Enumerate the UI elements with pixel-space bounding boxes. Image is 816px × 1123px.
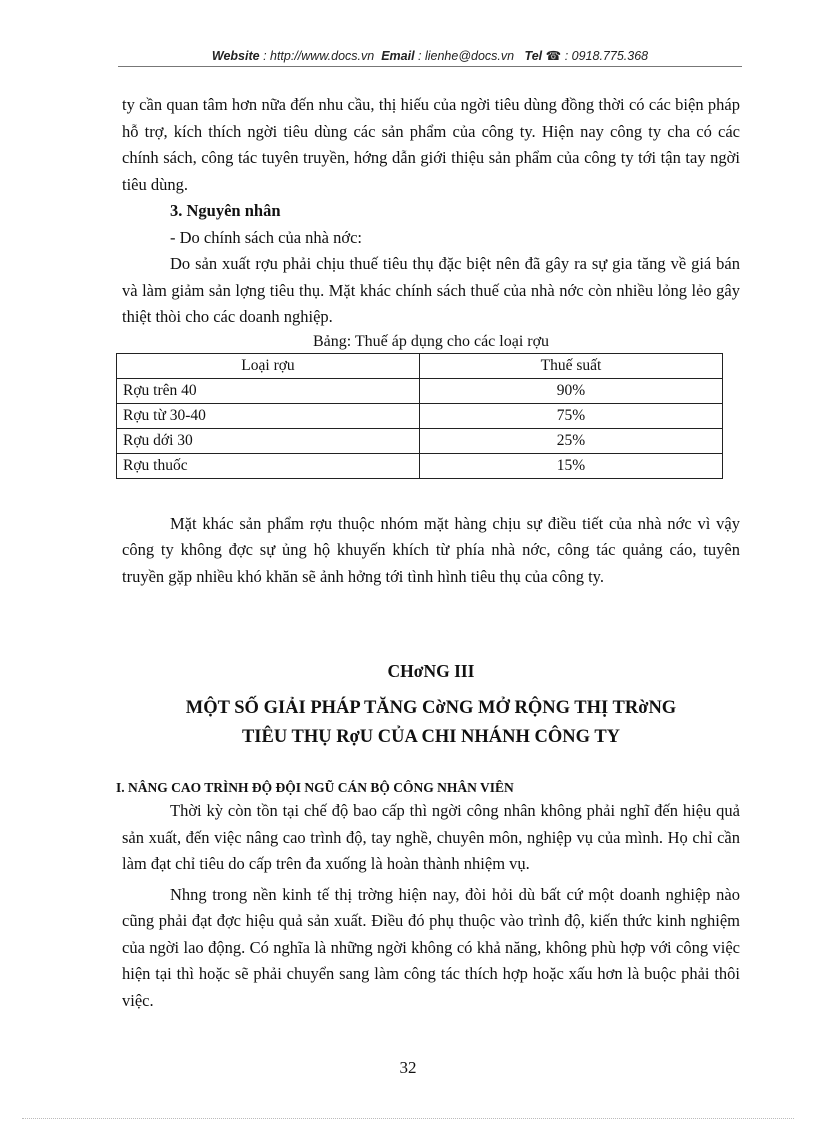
header-divider — [118, 66, 742, 67]
tel-number: : 0918.775.368 — [564, 49, 649, 63]
table-header-row — [117, 353, 723, 378]
tax-table — [116, 353, 723, 479]
paragraph-tax: Do sản xuất rợu phải chịu thuế tiêu thụ đặc biệt nên đã gây ra sự gia tăng về giá bán và làm giảm sản lợng tiêu thụ. Mặt khác chính sách thuế của nhà nớc còn nhiều lỏng lẻo gây thiệt thòi cho các doanh nghiệp. — [122, 254, 740, 326]
paragraph-market: Nhng trong nền kinh tế thị trờng hiện nay, đòi hỏi dù bất cứ một doanh nghiệp nào cũng phải đạt đợc hiệu quả sản xuất. Điều đó phụ thuộc vào trình độ, kiến thức kinh nghiệm của ngời lao động. Có nghĩa là những ngời không có khả năng, không phù hợp với công việc hiện tại thì hoặc sẽ phải chuyển sang làm công tác thích hợp hoặc xấu hơn là buộc phải thôi việc. — [122, 884, 740, 1010]
cause-item: - Do chính sách của nhà nớc: — [170, 227, 362, 247]
chapter-title-line-2: TIÊU THỤ RợU CỦA CHI NHÁNH CÔNG TY — [241, 727, 621, 747]
column-header-rate: Thuế suất — [420, 353, 723, 378]
page-number: 32 — [399, 1058, 417, 1077]
chapter-heading: CHơNG III — [387, 661, 475, 681]
paragraph-regulation: Mặt khác sản phẩm rợu thuộc nhóm mặt hàng chịu sự điều tiết của nhà nớc vì vậy công ty không đợc sự ủng hộ khuyến khích từ phía nhà nớc, công tác quảng cáo, tuyên truyền gặp nhiều khó khăn sẽ ảnh hởng tới tình hình tiêu thụ của công ty. — [122, 513, 740, 586]
table-row — [117, 428, 723, 453]
cell-rate: 25% — [420, 428, 723, 453]
table-row — [117, 378, 723, 403]
website-url[interactable]: : http://www.docs.vn — [263, 49, 375, 63]
website-label: Website — [211, 49, 260, 63]
column-header-type: Loại rợu — [117, 353, 420, 378]
paragraph-subsidy: Thời kỳ còn tồn tại chế độ bao cấp thì ngời công nhân không phải nghĩ đến hiệu quả sản xuất, đến việc nâng cao trình độ, tay nghề, chuyên môn, nghiệp vụ của mình. Họ chỉ cần làm đạt chỉ tiêu do cấp trên đa xuống là hoàn thành nhiệm vụ. — [122, 801, 740, 873]
cell-type: Rợu dới 30 — [117, 428, 420, 453]
tel-label: Tel — [524, 49, 543, 63]
chapter-title-line-1: MỘT SỐ GIẢI PHÁP TĂNG CờNG MỞ RỘNG THỊ TRờNG — [185, 698, 677, 718]
cell-type: Rợu từ 30-40 — [117, 403, 420, 428]
cell-type: Rợu trên 40 — [117, 378, 420, 403]
phone-icon: ☎ — [545, 49, 562, 63]
page-content — [116, 92, 740, 1014]
paragraph-intro: ty cần quan tâm hơn nữa đến nhu cầu, thị hiếu của ngời tiêu dùng đồng thời có các biện pháp hỗ trợ, kích thích ngời tiêu dùng các sản phẩm của công ty. Hiện nay công ty cha có các chính sách, công tác tuyên truyền, hớng dẫn giới thiệu sản phẩm của công ty tới tận tay ngời tiêu dùng. — [122, 95, 740, 194]
email-address[interactable]: : lienhe@docs.vn — [418, 49, 515, 63]
heading-cause: 3. Nguyên nhân — [170, 201, 281, 220]
footer-divider — [22, 1118, 794, 1119]
section-heading: I. NÂNG CAO TRÌNH ĐỘ ĐỘI NGŨ CÁN BỘ CÔNG NHÂN VIÊN — [116, 780, 514, 795]
table-row — [117, 403, 723, 428]
cell-rate: 15% — [420, 453, 723, 478]
email-label: Email — [381, 49, 415, 63]
cell-rate: 90% — [420, 378, 723, 403]
cell-type: Rợu thuốc — [117, 453, 420, 478]
table-caption: Bảng: Thuế áp dụng cho các loại rợu — [312, 332, 550, 350]
page-header — [120, 48, 740, 63]
cell-rate: 75% — [420, 403, 723, 428]
table-row — [117, 453, 723, 478]
